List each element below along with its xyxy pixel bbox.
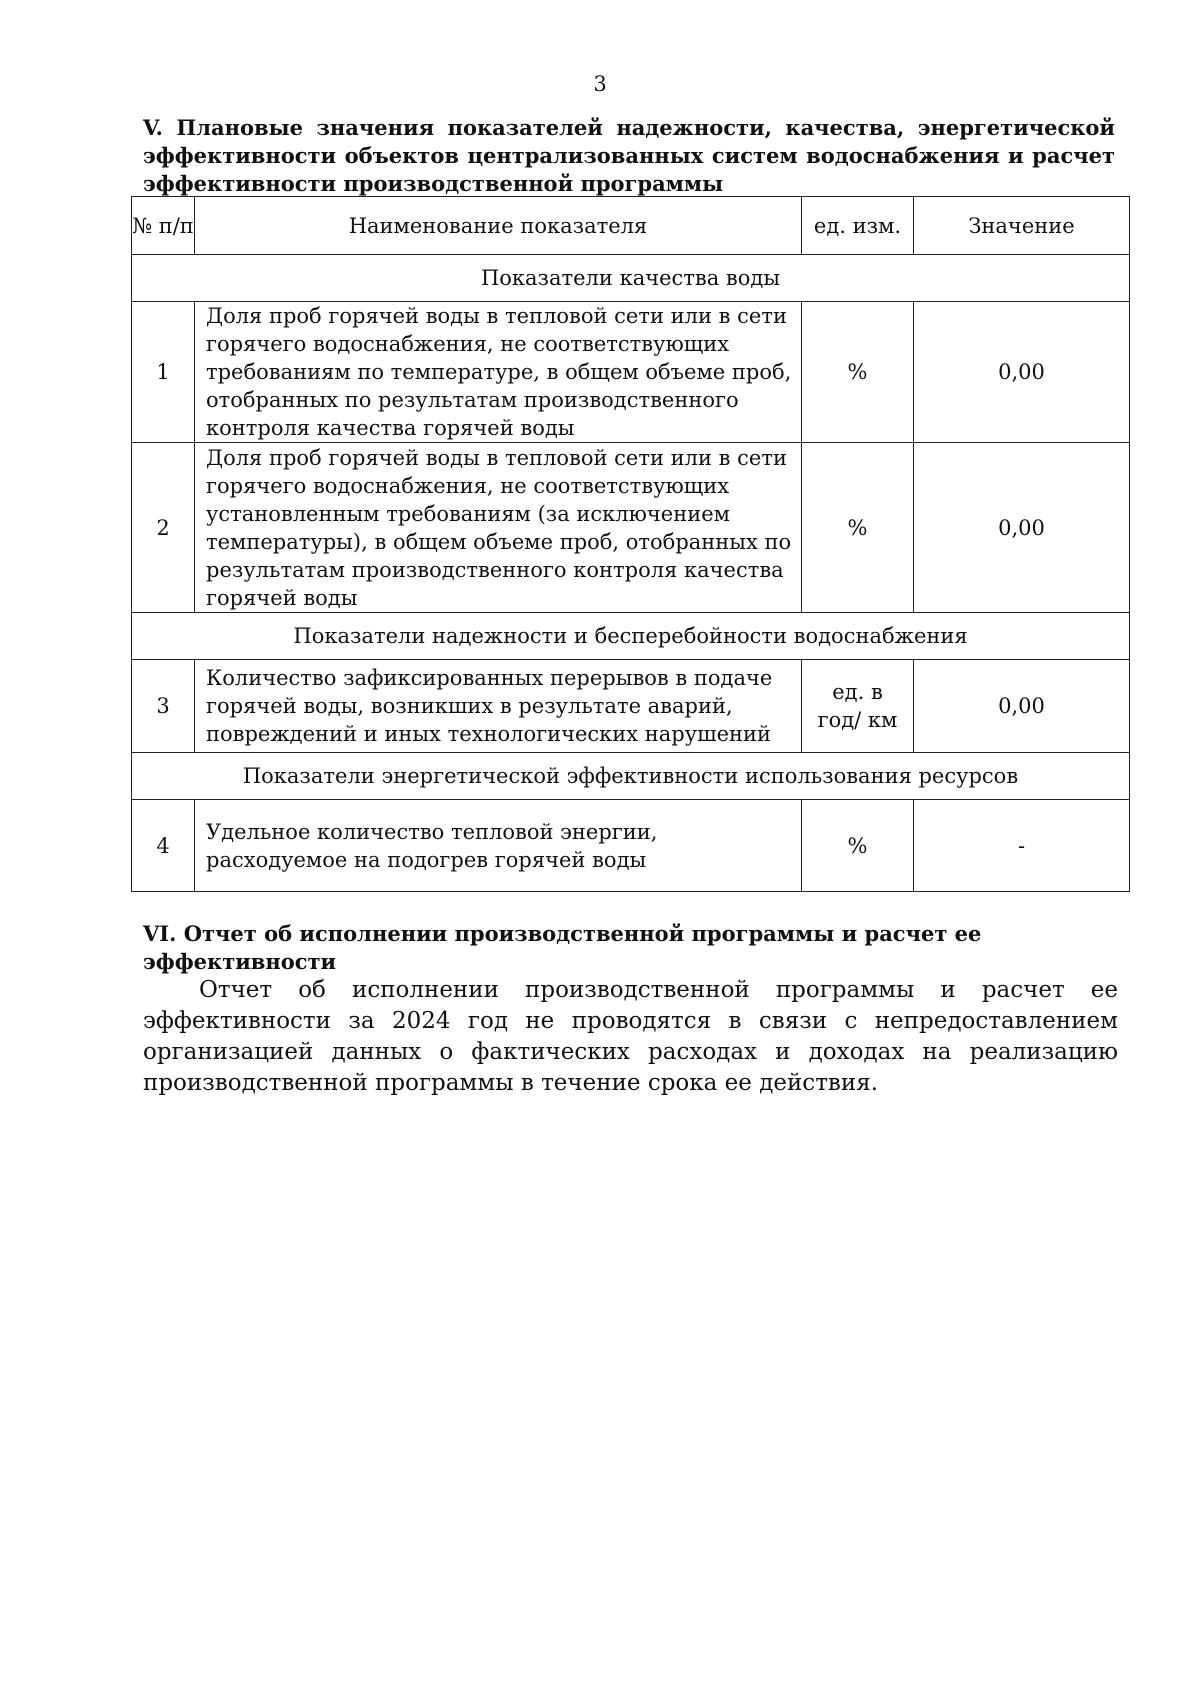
indicators-table — [131, 196, 1130, 892]
row-num: 2 — [132, 443, 195, 613]
row-name: Доля проб горячей воды в тепловой сети или в сети горячего водоснабжения, не соответствующих требованиям по температуре, в общем объеме проб, отобранных по результатам производственного контроля качества горячей воды — [195, 302, 802, 443]
table-row — [132, 443, 1130, 613]
row-num: 4 — [132, 800, 195, 892]
table-header-row — [132, 197, 1130, 255]
table-row — [132, 800, 1130, 892]
row-unit: % — [802, 302, 914, 443]
row-num: 1 — [132, 302, 195, 443]
header-unit: ед. изм. — [802, 197, 914, 255]
section-vi-paragraph: Отчет об исполнении производственной программы и расчет ее эффективности за 2024 год не проводятся в связи с непредоставлением организацией данных о фактических расходах и доходах на реализацию производственной программы в течение срока ее действия. — [143, 977, 1118, 1096]
row-num: 3 — [132, 660, 195, 753]
row-value: - — [914, 800, 1130, 892]
page-number: 3 — [593, 72, 607, 96]
group-row — [132, 613, 1130, 660]
group-row — [132, 753, 1130, 800]
row-name: Удельное количество тепловой энергии, расходуемое на подогрев горячей воды — [195, 800, 802, 892]
row-value: 0,00 — [914, 443, 1130, 613]
row-unit: ед. в год/ км — [802, 660, 914, 753]
row-name: Доля проб горячей воды в тепловой сети или в сети горячего водоснабжения, не соответствующих установленным требованиям (за исключением температуры), в общем объеме проб, отобранных по результатам производственного контроля качества горячей воды — [195, 443, 802, 613]
header-num: № п/п — [132, 197, 195, 255]
group-title: Показатели энергетической эффективности использования ресурсов — [132, 753, 1130, 800]
table-row — [132, 660, 1130, 753]
section-v-heading: V. Плановые значения показателей надежности, качества, энергетической эффективности объектов централизованных систем водоснабжения и расчет эффективности производственной программы — [143, 115, 1115, 196]
row-unit: % — [802, 443, 914, 613]
group-row — [132, 255, 1130, 302]
section-vi-heading: VI. Отчет об исполнении производственной программы и расчет ее эффективности — [143, 921, 982, 974]
group-title: Показатели надежности и бесперебойности водоснабжения — [132, 613, 1130, 660]
table-row — [132, 302, 1130, 443]
row-value: 0,00 — [914, 660, 1130, 753]
group-title: Показатели качества воды — [132, 255, 1130, 302]
row-name: Количество зафиксированных перерывов в подаче горячей воды, возникших в результате аварий, повреждений и иных технологических нарушений — [195, 660, 802, 753]
row-unit: % — [802, 800, 914, 892]
row-value: 0,00 — [914, 302, 1130, 443]
header-name: Наименование показателя — [195, 197, 802, 255]
header-value: Значение — [914, 197, 1130, 255]
